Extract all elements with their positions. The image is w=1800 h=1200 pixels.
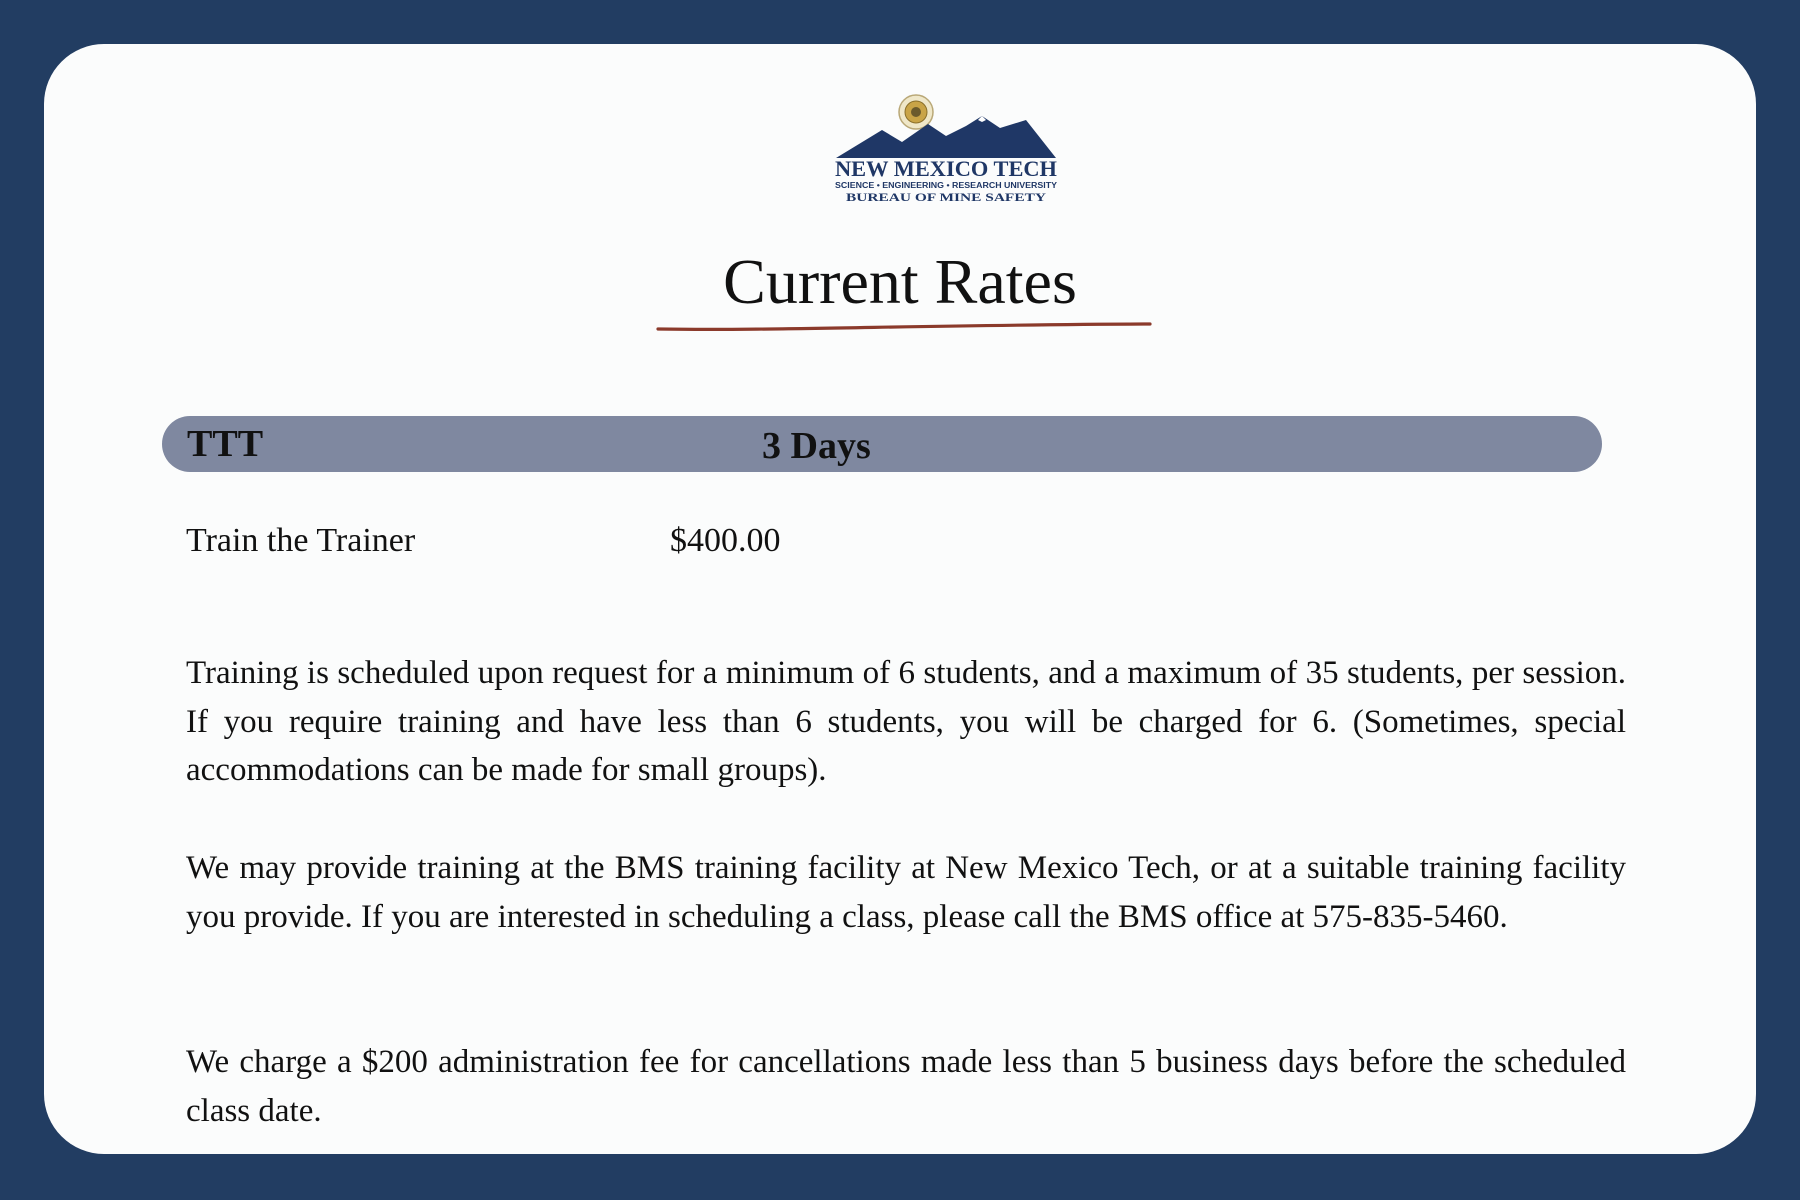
page-title: Current Rates bbox=[723, 246, 1077, 317]
rate-table-header bbox=[162, 416, 1602, 472]
title-underline bbox=[654, 320, 1154, 334]
rate-course-price: $400.00 bbox=[670, 522, 781, 559]
content-card bbox=[44, 44, 1756, 1154]
logo-name: NEW MEXICO TECH bbox=[835, 156, 1057, 181]
rate-course-name: Train the Trainer bbox=[186, 522, 416, 559]
paragraph-cancellation-fee: We charge a $200 administration fee for cancellations made less than 5 business days before the scheduled class date. bbox=[186, 1044, 1626, 1129]
paragraph-training-location: We may provide training at the BMS training facility at New Mexico Tech, or at a suitable training facility you provide. If you are interested in scheduling a class, please call the BMS office at 575-835-5460. bbox=[186, 850, 1626, 935]
seal-icon bbox=[899, 95, 933, 129]
new-mexico-tech-logo bbox=[830, 94, 1062, 206]
header-duration: 3 Days bbox=[762, 425, 871, 467]
header-course: TTT bbox=[187, 423, 264, 465]
mountain-icon bbox=[836, 116, 1056, 158]
logo-tagline: SCIENCE • ENGINEERING • RESEARCH UNIVERSITY bbox=[835, 181, 1058, 190]
logo-department: BUREAU OF MINE SAFETY bbox=[846, 190, 1047, 204]
rate-row bbox=[186, 516, 1586, 566]
paragraph-class-size: Training is scheduled upon request for a minimum of 6 students, and a maximum of 35 students, per session. If you require training and have less than 6 students, you will be charged for 6. (Sometimes, special accommodations can be made for small groups). bbox=[186, 655, 1626, 788]
